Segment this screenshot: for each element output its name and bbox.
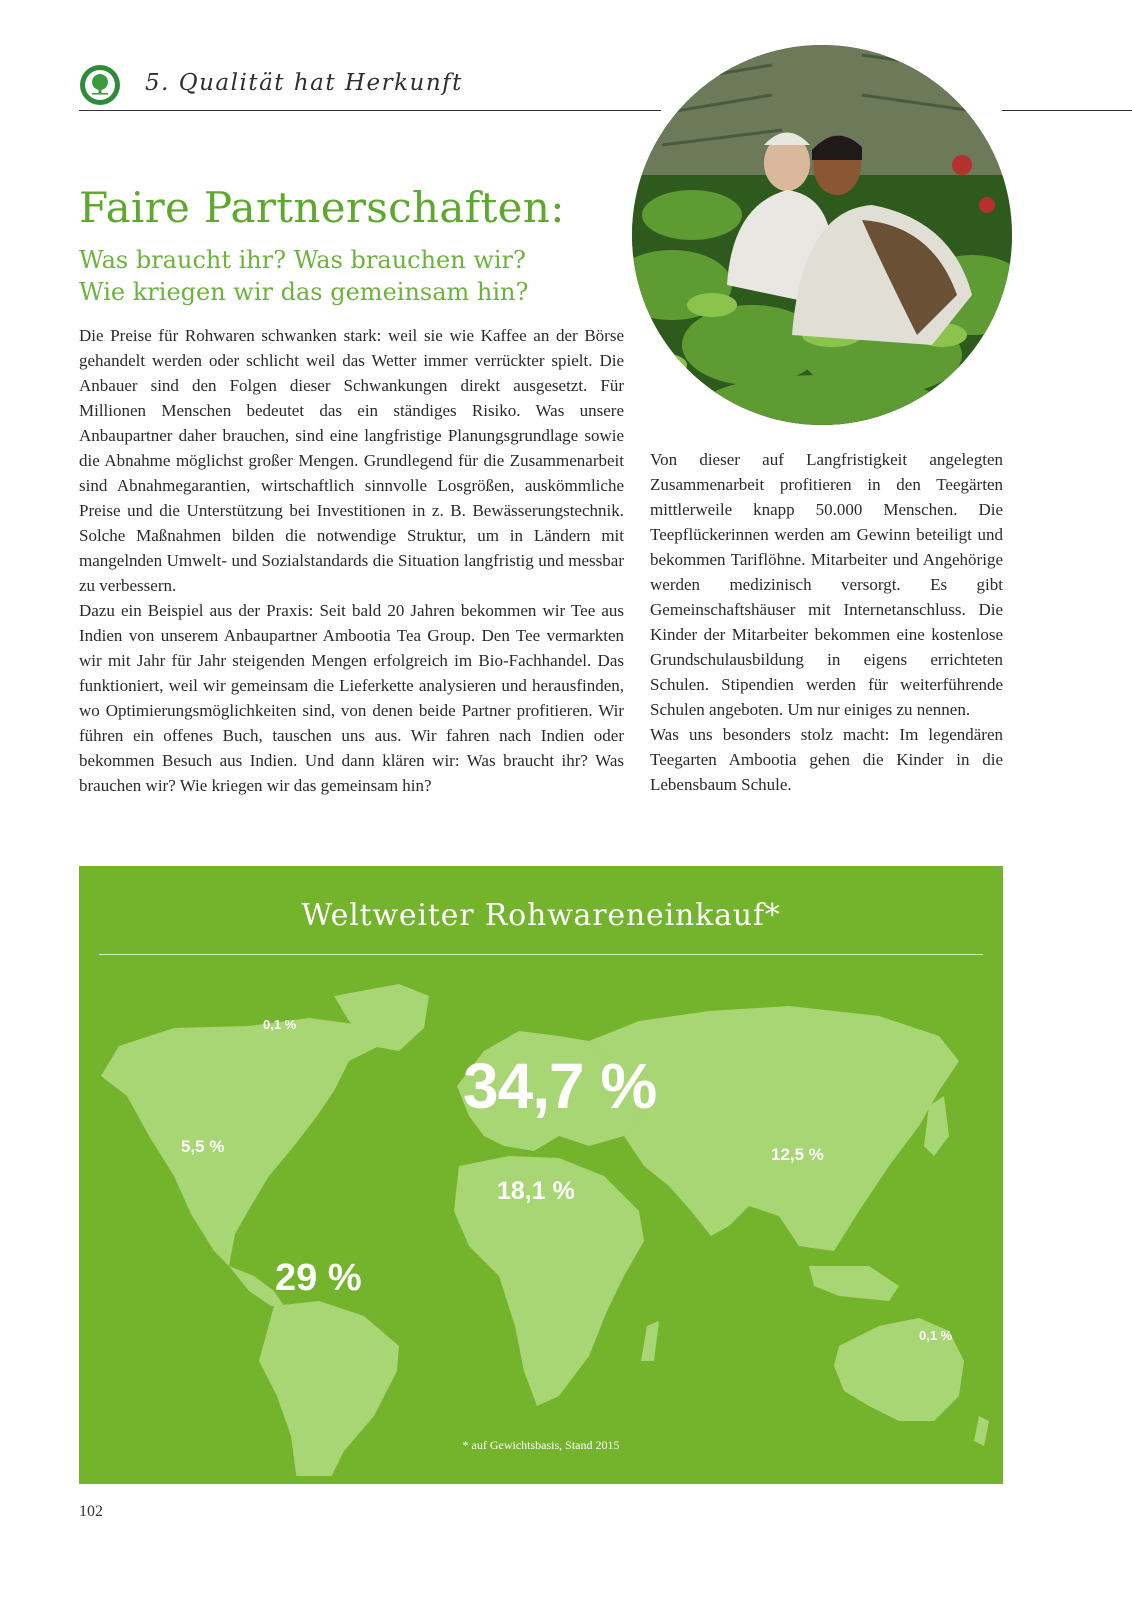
paragraph: Was uns besonders stolz macht: Im legendären Teegarten Ambootia gehen die Kinder in die Lebensbaum Schule. xyxy=(650,725,1003,794)
world-sourcing-panel xyxy=(79,866,1003,1484)
paragraph: Die Preise für Rohwaren schwanken stark: weil sie wie Kaffee an der Börse gehandelt werden oder schlicht weil das Wetter immer verrückter spielt. Die Anbauer sind den Folgen dieser Schwankungen direkt ausgesetzt. Für Millionen Menschen bedeutet das ein ständiges Risiko. Was unsere Anbaupartner daher brauchen, sind eine langfristige Planungsgrundlage sowie die Abnahme möglichst großer Mengen. Grundlegend für die Zusammenarbeit sind Abnahmegarantien, wirtschaftlich sinnvolle Losgrößen, auskömmliche Preise und die Unterstützung bei Investitionen in z. B. Bewässerungstechnik. Solche Maßnahmen bilden die notwendige Struktur, um in Ländern mit mangelnden Umwelt- und Sozialstandards die Situation langfristig und messbar zu verbessern. xyxy=(79,326,624,595)
left-text-column xyxy=(79,323,624,798)
region-asia xyxy=(589,1006,959,1251)
header-rule xyxy=(79,110,661,111)
tea-garden-photo xyxy=(632,45,1012,425)
world-map xyxy=(79,966,1003,1476)
paragraph: Dazu ein Beispiel aus der Praxis: Seit bald 20 Jahren bekommen wir Tee aus Indien von unserem Anbaupartner Ambootia Tea Group. Den Tee vermarkten wir mit Jahr für Jahr steigenden Mengen erfolgreich im Bio-Fachhandel. Das funktioniert, weil wir gemeinsam die Lieferkette analysieren und herausfinden, wo Optimierungsmöglichkeiten sind, von denen beide Partner profitieren. Wir führen ein offenes Buch, tauschen uns aus. Wir fahren nach Indien oder bekommen Besuch aus Indien. Und dann klären wir: Was braucht ihr? Was brauchen wir? Wie kriegen wir das gemeinsam hin? xyxy=(79,601,624,795)
section-title: 5. Qualität hat Herkunft xyxy=(145,70,463,96)
share-europe: 34,7 % xyxy=(463,1050,657,1122)
region-north-america xyxy=(101,1018,379,1266)
article-subtitle-line: Wie kriegen wir das gemeinsam hin? xyxy=(79,278,529,306)
region-southeast-asia xyxy=(809,1266,899,1301)
article-subtitle-line: Was braucht ihr? Was brauchen wir? xyxy=(79,246,526,274)
share-oceania: 0,1 % xyxy=(919,1328,953,1343)
map-title: Weltweiter Rohwareneinkauf* xyxy=(301,898,781,933)
share-greenland: 0,1 % xyxy=(263,1017,297,1032)
share-asia: 12,5 % xyxy=(771,1145,824,1164)
header-rule-right xyxy=(1002,110,1132,111)
right-text-column xyxy=(650,447,1003,797)
share-africa: 18,1 % xyxy=(497,1177,575,1205)
lebensbaum-logo xyxy=(79,64,121,106)
article-title: Faire Partnerschaften: xyxy=(79,183,565,232)
page-number: 102 xyxy=(79,1503,103,1520)
paragraph: Von dieser auf Langfristigkeit angelegten Zusammenarbeit profitieren in den Teegärten mittlerweile knapp 50.000 Menschen. Die Teepflückerinnen werden am Gewinn beteiligt und bekommen Tariflöhne. Mitarbeiter und Angehörige werden medizinisch versorgt. Es gibt Gemeinschaftshäuser mit Internetanschluss. Die Kinder der Mitarbeiter bekommen eine kostenlose Grundschulausbildung in eigens errichteten Schulen. Stipendien werden für weiterführende Schulen angeboten. Um nur einiges zu nennen. xyxy=(650,450,1003,719)
map-footnote: * auf Gewichtsbasis, Stand 2015 xyxy=(462,1438,620,1452)
region-madagascar xyxy=(641,1321,659,1361)
share-north-america: 5,5 % xyxy=(181,1137,225,1156)
share-south-america: 29 % xyxy=(275,1257,362,1299)
map-title-rule xyxy=(99,954,983,955)
